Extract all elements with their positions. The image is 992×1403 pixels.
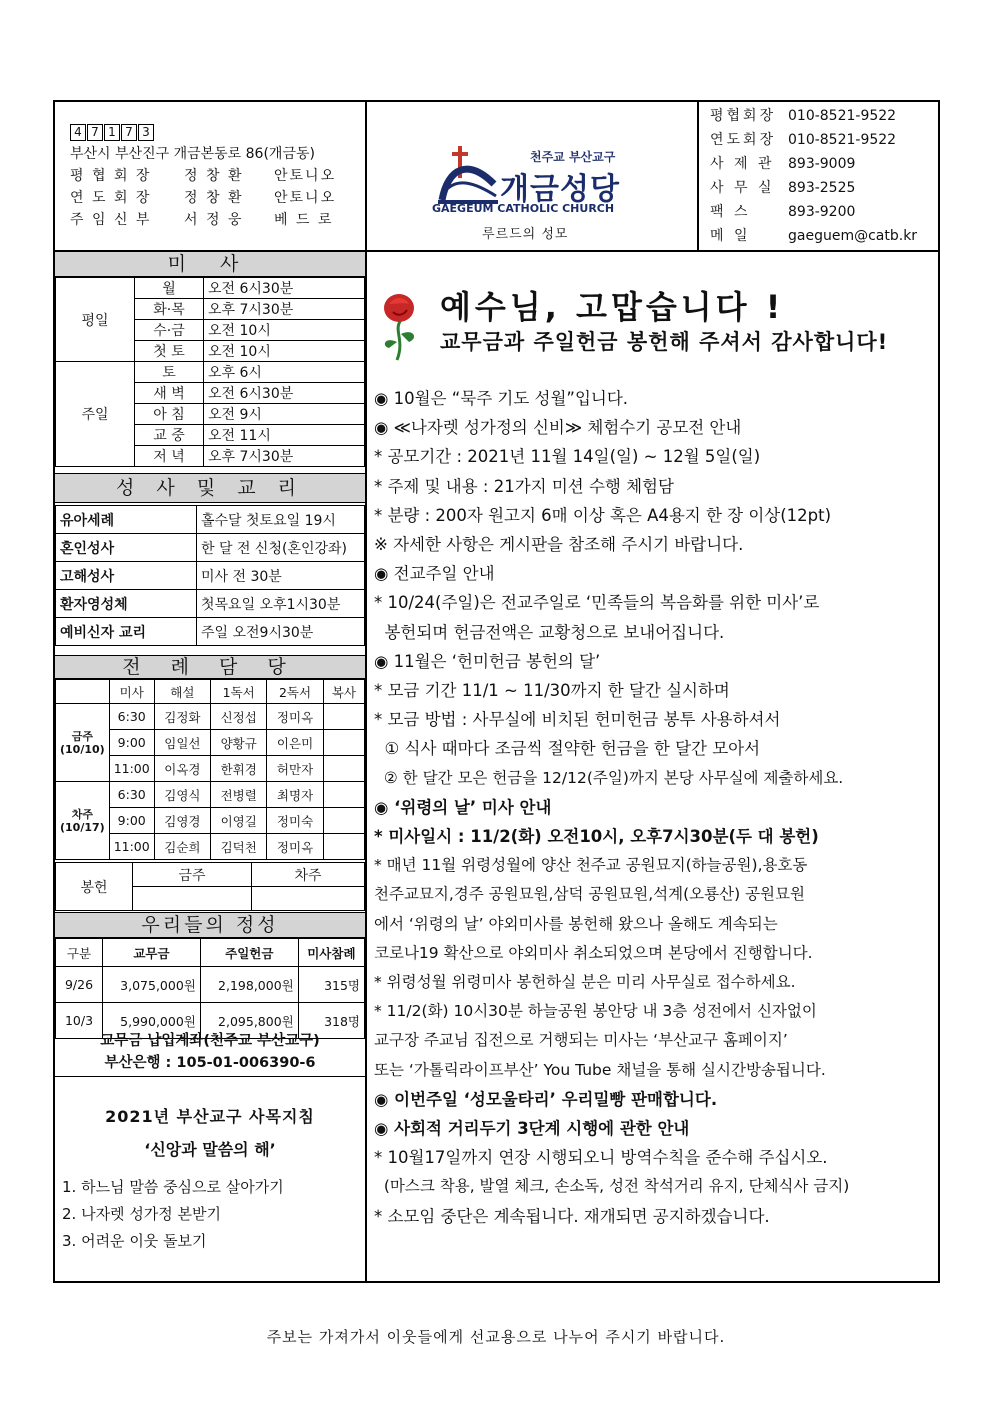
notice-line: ◉ ‘위령의 날’ 미사 안내 [374,797,552,817]
mass-table: 평일 월 오전 6시30분 화·목 오후 7시30분 수·금 오전 10시 첫 토 오전 10시 주일 토 오후 6시 새 벽 오전 6시30분 아 침 오전 9시 교 중 오전 11시 저 녁 오후 7시30분 [55,277,365,467]
notice-line: ◉ ≪나자렛 성가정의 신비≫ 체험수기 공모전 안내 [374,418,742,438]
contact-row: 연도회장 010-8521-9522 [710,132,897,148]
contact-row: 메 일 gaeguem@catb.kr [710,228,918,244]
notice-line: ◉ 이번주일 ‘성모울타리’ 우리밀빵 판매합니다. [374,1089,718,1109]
notice-line: ② 한 달간 모은 헌금을 12/12(주일)까지 본당 사무실에 제출하세요. [374,768,844,787]
address-block [70,121,360,231]
notice-line: * 모금 방법 : 사무실에 비치된 헌미헌금 봉투 사용하셔서 [374,710,781,730]
guideline-title: 2021년 부산교구 사목지침 [105,1107,315,1126]
offerings-header: 우리들의 정성 [55,912,365,938]
guideline-item: 3. 어려운 이웃 돌보기 [62,1232,207,1250]
contact-row: 팩 스 893-9200 [710,204,856,220]
notice-line: 또는 ‘가톨릭라이프부산’ You Tube 채널을 통해 실시간방송됩니다. [374,1060,826,1079]
notice-line: 코로나19 확산으로 야외미사 취소되었으며 본당에서 진행합니다. [374,943,813,962]
notice-line: * 미사일시 : 11/2(화) 오전10시, 오후7시30분(두 대 봉헌) [374,827,819,847]
notice-line: * 11/2(화) 10시30분 하늘공원 봉안당 내 3층 성전에서 신자없이 [374,1002,817,1021]
sunday-label: 주일 [56,362,135,467]
liturgy-table: 미사 해설 1독서 2독서 복사 금주(10/10) 6:30 김정화 신정섭 정미옥 9:00 임일선 양황규 이은미 11:00 이옥경 한휘경 허만자 차주(10/17) 6:30 김영식 전병렬 최명자 9:00 김영경 이영길 정미숙 11:00 김순희 김덕천 정미옥 [55,679,365,860]
mass-header: 미 사 [55,251,365,277]
address-text: 부산시 부산진구 개금본동로 86(개금동) [70,146,315,162]
notice-line: 봉헌되며 헌금전액은 교황청으로 보내어집니다. [374,622,725,642]
notice-line: * 소모임 중단은 계속됩니다. 재개되면 공지하겠습니다. [374,1206,770,1226]
notice-line: ◉ 사회적 거리두기 3단계 시행에 관한 안내 [374,1119,690,1139]
notice-line: * 10월17일까지 연장 시행되오니 방역수칙을 준수해 주십시오. [374,1148,828,1168]
weekday-label: 평일 [56,278,135,362]
notice-line: 천주교묘지,경주 공원묘원,삼덕 공원묘원,석계(오룡산) 공원묘원 [374,885,805,904]
zipcode: 4 7 1 7 3 [70,121,360,143]
notice-list [374,384,934,1231]
notice-line: ◉ 11월은 ‘헌미헌금 봉헌의 달’ [374,651,601,671]
liturgy-header: 전 례 담 당 [55,655,365,679]
column-divider [365,100,367,1283]
contact-row: 사 제 관 893-9009 [710,156,856,172]
notice-line: 에서 ‘위령의 날’ 야외미사를 봉헌해 왔으나 올해도 계속되는 [374,914,778,933]
notice-line: 교구장 주교님 집전으로 거행되는 미사는 ‘부산교구 홈페이지’ [374,1031,788,1050]
notice-line: * 모금 기간 11/1 ~ 11/30까지 한 달간 실시하며 [374,681,730,701]
role-row: 연 도 회 장 정 창 환 안토니오 [70,190,337,206]
main-subtitle: 교무금과 주일헌금 봉헌해 주셔서 감사합니다! [440,330,889,354]
notice-line: (마스크 착용, 발열 체크, 손소독, 성전 착석거리 유지, 단체식사 금지) [374,1177,850,1196]
guideline-subtitle: ‘신앙과 말씀의 해’ [144,1140,276,1159]
offerings-table: 구분 교무금 주일헌금 미사참례 9/26 3,075,000원 2,198,000원 315명 10/3 5,990,000원 2,095,800원 318명 [55,938,365,1039]
notice-line: * 위령성월 위령미사 봉헌하실 분은 미리 사무실로 접수하세요. [374,973,796,992]
account-info: 교무금 납입계좌(천주교 부산교구) 부산은행 : 105-01-006390-6 [100,1033,320,1071]
notice-line: ① 식사 때마다 조금씩 절약한 헌금을 한 달간 모아서 [374,739,761,759]
lourdes-label: 루르드의 성모 [482,227,569,242]
notice-line: * 분량 : 200자 원고지 6매 이상 혹은 A4용지 한 장 이상(12pt) [374,505,832,525]
guideline-item: 1. 하느님 말씀 중심으로 살아가기 [62,1178,284,1196]
footer-note: 주보는 가져가서 이웃들에게 선교용으로 나누어 주시기 바랍니다. [266,1328,726,1346]
account-divider [55,1076,365,1077]
role-row: 평 협 회 장 정 창 환 안토니오 [70,168,337,184]
rose-icon [375,290,427,362]
main-title: 예수님, 고맙습니다 ! [440,288,785,326]
notice-line: ※ 자세한 사항은 게시판을 참조해 주시기 바랍니다. [374,535,744,555]
notice-line: ◉ 전교주일 안내 [374,564,495,584]
notice-line: * 매년 11월 위령성월에 양산 천주교 공원묘지(하늘공원),용호동 [374,856,808,875]
notice-line: * 공모기간 : 2021년 11월 14일(일) ~ 12월 5일(일) [374,447,761,467]
pastoral-guideline [55,1104,365,1255]
this-week-label: 금주(10/10) [56,704,110,782]
role-row: 주 임 신 부 서 정 웅 베 드 로 [70,212,334,228]
notice-line: * 10/24(주일)은 전교주일로 ‘민족들의 복음화를 위한 미사’로 [374,593,820,613]
next-week-label: 차주(10/17) [56,782,110,860]
logo-wave-icon [438,138,498,204]
header-right-divider [697,100,699,250]
contact-list [710,104,917,248]
sacraments-header: 성 사 및 교 리 [55,473,365,503]
sacraments-table: 유아세례 홀수달 첫토요일 19시 혼인성사 한 달 전 신청(혼인강좌) 고해성사 미사 전 30분 환자영성체 첫목요일 오후1시30분 예비신자 교리 주일 오전9시30분 [55,505,365,646]
church-logo: 천주교 부산교구 개금성당 GAEGEUM CATHOLIC CHURCH [430,118,660,218]
notice-line: ◉ 10월은 “묵주 기도 성월”입니다. [374,389,629,408]
contact-row: 평협회장 010-8521-9522 [710,108,897,124]
contact-row: 사 무 실 893-2525 [710,180,856,196]
offering-duty-table: 봉헌 금주 차주 [55,862,365,911]
guideline-item: 2. 나자렛 성가정 본받기 [62,1205,222,1223]
notice-line: * 주제 및 내용 : 21가지 미션 수행 체험담 [374,476,674,496]
